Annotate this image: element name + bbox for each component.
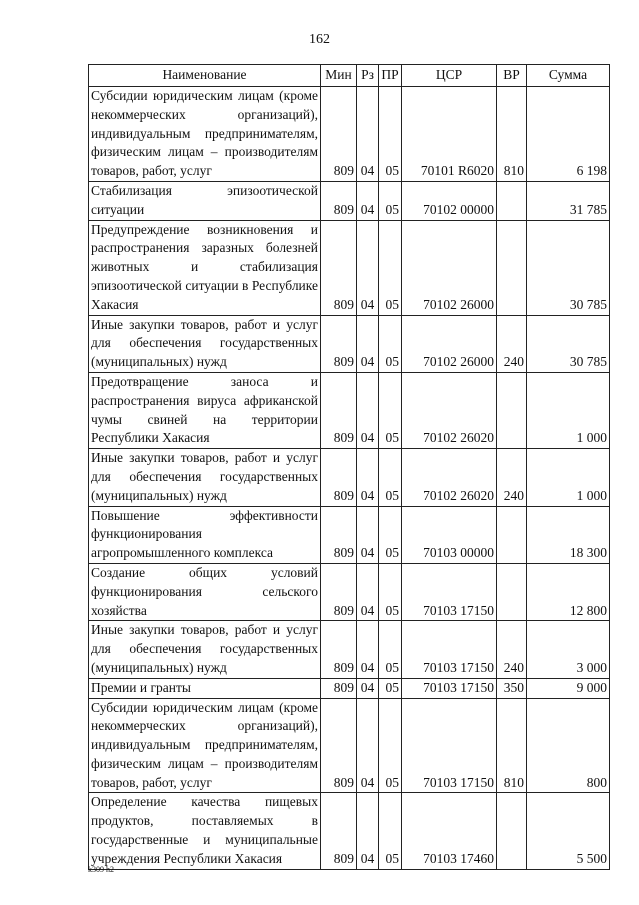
row-rz: 04	[357, 449, 379, 506]
header-name: Наименование	[89, 65, 321, 87]
table-row	[89, 87, 610, 182]
row-vr	[497, 181, 527, 220]
row-pr: 05	[379, 372, 402, 448]
table-row	[89, 793, 610, 869]
row-vr: 810	[497, 87, 527, 182]
table-header-row	[89, 65, 610, 87]
row-min: 809	[321, 678, 357, 698]
row-sum: 9 000	[527, 678, 610, 698]
row-min: 809	[321, 698, 357, 793]
header-min: Мин	[321, 65, 357, 87]
row-name: Иные закупки товаров, работ и услуг для обеспечения государственных (муниципальных) нужд	[89, 621, 321, 678]
row-rz: 04	[357, 698, 379, 793]
row-csr: 70103 17150	[402, 563, 497, 620]
row-name: Предупреждение возникновения и распространения заразных болезней животных и стабилизация эпизоотической ситуации в Республике Хакасия	[89, 220, 321, 315]
row-vr: 350	[497, 678, 527, 698]
row-vr	[497, 220, 527, 315]
row-min: 809	[321, 563, 357, 620]
row-pr: 05	[379, 621, 402, 678]
row-vr: 240	[497, 449, 527, 506]
row-csr: 70103 17150	[402, 678, 497, 698]
table-row	[89, 372, 610, 448]
row-csr: 70102 26020	[402, 449, 497, 506]
row-rz: 04	[357, 793, 379, 869]
row-pr: 05	[379, 563, 402, 620]
table-row	[89, 698, 610, 793]
header-sum: Сумма	[527, 65, 610, 87]
row-name: Иные закупки товаров, работ и услуг для обеспечения государственных (муниципальных) нужд	[89, 315, 321, 372]
table-row	[89, 315, 610, 372]
row-pr: 05	[379, 315, 402, 372]
row-min: 809	[321, 181, 357, 220]
header-pr: ПР	[379, 65, 402, 87]
row-rz: 04	[357, 372, 379, 448]
row-csr: 70102 26000	[402, 315, 497, 372]
row-pr: 05	[379, 698, 402, 793]
row-vr: 810	[497, 698, 527, 793]
row-vr: 240	[497, 315, 527, 372]
row-min: 809	[321, 506, 357, 563]
footer-code: k309 h2	[88, 865, 114, 874]
page-number: 162	[309, 32, 330, 47]
row-pr: 05	[379, 87, 402, 182]
row-sum: 5 500	[527, 793, 610, 869]
row-min: 809	[321, 372, 357, 448]
row-pr: 05	[379, 678, 402, 698]
row-sum: 1 000	[527, 449, 610, 506]
row-vr	[497, 372, 527, 448]
row-csr: 70101 R6020	[402, 87, 497, 182]
row-rz: 04	[357, 220, 379, 315]
row-min: 809	[321, 220, 357, 315]
row-sum: 31 785	[527, 181, 610, 220]
row-vr	[497, 793, 527, 869]
row-pr: 05	[379, 506, 402, 563]
table-row	[89, 678, 610, 698]
row-rz: 04	[357, 506, 379, 563]
row-csr: 70103 17460	[402, 793, 497, 869]
table-row	[89, 506, 610, 563]
row-sum: 30 785	[527, 315, 610, 372]
row-csr: 70102 26020	[402, 372, 497, 448]
table-row	[89, 181, 610, 220]
row-min: 809	[321, 87, 357, 182]
row-rz: 04	[357, 563, 379, 620]
row-name: Повышение эффективности функционирования агропромышленного комплекса	[89, 506, 321, 563]
row-name: Премии и гранты	[89, 678, 321, 698]
row-sum: 6 198	[527, 87, 610, 182]
row-name: Создание общих условий функционирования сельского хозяйства	[89, 563, 321, 620]
row-name: Субсидии юридическим лицам (кроме некоммерческих организаций), индивидуальным предпринимателям, физическим лицам – производителям товаров, работ, услуг	[89, 87, 321, 182]
row-name: Стабилизация эпизоотической ситуации	[89, 181, 321, 220]
row-name: Субсидии юридическим лицам (кроме некоммерческих организаций), индивидуальным предпринимателям, физическим лицам – производителям товаров, работ, услуг	[89, 698, 321, 793]
row-csr: 70102 26000	[402, 220, 497, 315]
table-row	[89, 220, 610, 315]
budget-table	[88, 64, 610, 870]
row-vr: 240	[497, 621, 527, 678]
row-name: Иные закупки товаров, работ и услуг для обеспечения государственных (муниципальных) нужд	[89, 449, 321, 506]
row-rz: 04	[357, 621, 379, 678]
row-sum: 1 000	[527, 372, 610, 448]
row-csr: 70103 00000	[402, 506, 497, 563]
row-sum: 12 800	[527, 563, 610, 620]
row-sum: 18 300	[527, 506, 610, 563]
row-pr: 05	[379, 220, 402, 315]
row-sum: 3 000	[527, 621, 610, 678]
table-row	[89, 563, 610, 620]
row-rz: 04	[357, 678, 379, 698]
header-rz: Рз	[357, 65, 379, 87]
row-min: 809	[321, 315, 357, 372]
row-sum: 30 785	[527, 220, 610, 315]
row-rz: 04	[357, 315, 379, 372]
table-row	[89, 621, 610, 678]
row-vr	[497, 506, 527, 563]
row-sum: 800	[527, 698, 610, 793]
row-pr: 05	[379, 181, 402, 220]
row-rz: 04	[357, 87, 379, 182]
row-name: Предотвращение заноса и распространения вируса африканской чумы свиней на территории Республики Хакасия	[89, 372, 321, 448]
row-csr: 70103 17150	[402, 621, 497, 678]
table-row	[89, 449, 610, 506]
row-min: 809	[321, 621, 357, 678]
header-vr: ВР	[497, 65, 527, 87]
row-pr: 05	[379, 449, 402, 506]
row-min: 809	[321, 793, 357, 869]
row-rz: 04	[357, 181, 379, 220]
row-min: 809	[321, 449, 357, 506]
row-name: Определение качества пищевых продуктов, поставляемых в государственные и муниципальные учреждения Республики Хакасия	[89, 793, 321, 869]
row-csr: 70102 00000	[402, 181, 497, 220]
header-csr: ЦСР	[402, 65, 497, 87]
row-csr: 70103 17150	[402, 698, 497, 793]
row-vr	[497, 563, 527, 620]
row-pr: 05	[379, 793, 402, 869]
